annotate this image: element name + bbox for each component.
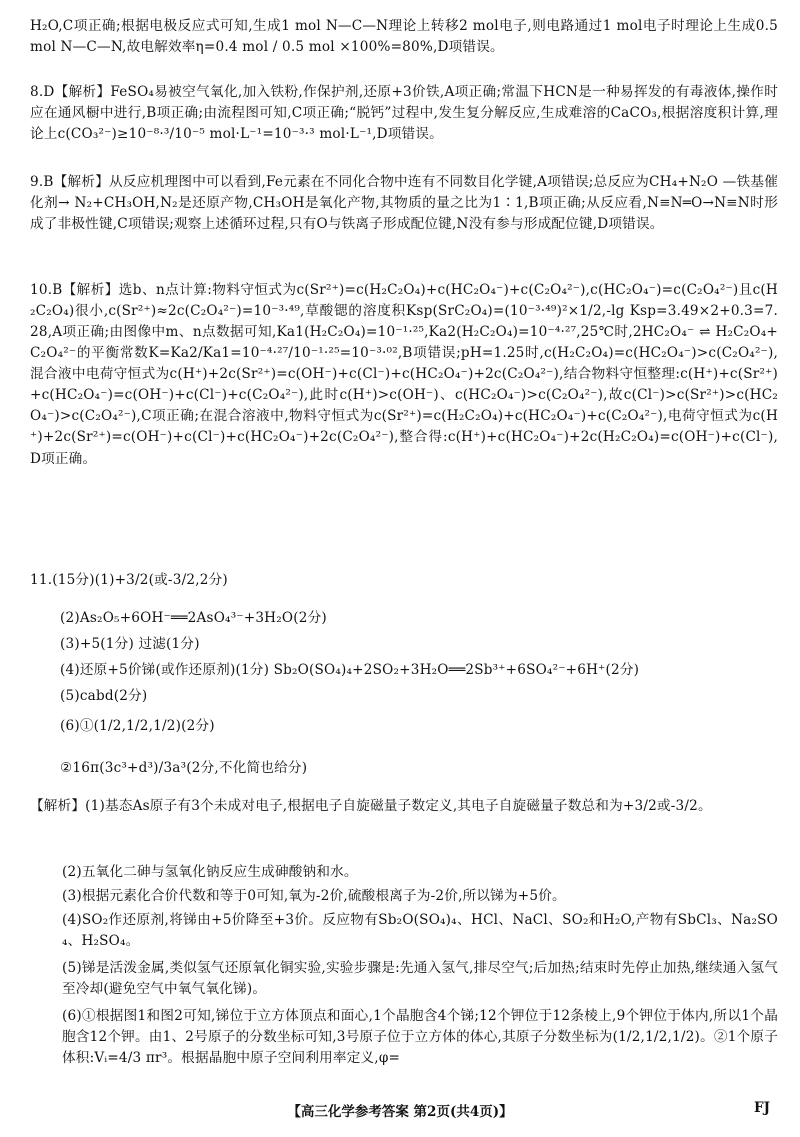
page-footer bbox=[0, 1100, 800, 1124]
analysis-11-part3: (3)根据元素化合价代数和等于0可知,氧为-2价,硫酸根离子为-2价,所以锑为+5价。 bbox=[62, 888, 566, 904]
footer-page-info: 【高三化学参考答案 第2页(共4页)】 bbox=[287, 1104, 513, 1120]
analysis-11-part6: (6)①根据图1和图2可知,锑位于立方体顶点和面心,1个晶胞含4个锑;12个钾位于12条棱上,9个钾位于体内,所以1个晶胞含12个钾。由1、2号原子的分数坐标可知,3号原子位于立方体的体心,其原子分数坐标为(1/2,1/2,1/2)。②1个原子体积:Vᵢ=4/3 πr³。根据晶胞中原子空间利用率定义,φ= bbox=[62, 1008, 778, 1067]
paragraph-q8: 8.D【解析】FeSO₄易被空气氧化,加入铁粉,作保护剂,还原+3价铁,A项正确;常温下HCN是一种易挥发的有毒液体,操作时应在通风橱中进行,B项正确;由流程图可知,C项正确;“脱钙”过程中,发生复分解反应,生成难溶的CaCO₃,根据溶度积计算,理论上c(CO₃²⁻)≥10⁻⁸·³/10⁻⁵ mol·L⁻¹=10⁻³·³ mol·L⁻¹,D项错误。 bbox=[30, 84, 778, 143]
answer-11-part5: (5)cabd(2分) bbox=[60, 688, 148, 704]
analysis-11-part4: (4)SO₂作还原剂,将锑由+5价降至+3价。反应物有Sb₂O(SO₄)₄、HCl、NaCl、SO₂和H₂O,产物有SbCl₃、Na₂SO₄、H₂SO₄。 bbox=[62, 912, 778, 950]
analysis-11-part2: (2)五氧化二砷与氢氧化钠反应生成砷酸钠和水。 bbox=[62, 864, 358, 880]
answer-11-header: 11.(15分)(1)+3/2(或-3/2,2分) bbox=[30, 572, 228, 588]
analysis-11-intro: 【解析】(1)基态As原子有3个未成对电子,根据电子自旋磁量子数定义,其电子自旋磁量子数总和为+3/2或-3/2。 bbox=[30, 798, 712, 814]
answer-11-part2: (2)As₂O₅+6OH⁻══2AsO₄³⁻+3H₂O(2分) bbox=[60, 610, 327, 626]
paragraph-q7-tail: H₂O,C项正确;根据电极反应式可知,生成1 mol N—C—N理论上转移2 mol电子,则电路通过1 mol电子时理论上生成0.5 mol N—C—N,故电解效率η=0.4 mol / 0.5 mol ×100%=80%,D项错误。 bbox=[30, 18, 778, 56]
paragraph-q10: 10.B【解析】选b、n点计算:物料守恒式为c(Sr²⁺)=c(H₂C₂O₄)+c(HC₂O₄⁻)+c(C₂O₄²⁻),c(HC₂O₄⁻)=c(C₂O₄²⁻)且c(H₂C₂O₄)很小,c(Sr²⁺)≈2c(C₂O₄²⁻)=10⁻³·⁴⁹,草酸锶的溶度积Ksp(SrC₂O₄)=(10⁻³·⁴⁹)²×1/2,-lg Ksp=3.49×2+0.3=7.28,A项正确;由图像中m、n点数据可知,Ka1(H₂C₂O₄)=10⁻¹·²⁵,Ka2(H₂C₂O₄)=10⁻⁴·²⁷,25℃时,2HC₂O₄⁻ ⇌ H₂C₂O₄+C₂O₄²⁻的平衡常数K=Ka2/Ka1=10⁻⁴·²⁷/10⁻¹·²⁵=10⁻³·⁰²,B项错误;pH=1.25时,c(H₂C₂O₄)=c(HC₂O₄⁻)>c(C₂O₄²⁻),混合液中电荷守恒式为c(H⁺)+2c(Sr²⁺)=c(OH⁻)+c(Cl⁻)+c(HC₂O₄⁻)+2c(C₂O₄²⁻),结合物料守恒整理:c(H⁺)+c(Sr²⁺)+c(HC₂O₄⁻)=c(OH⁻)+c(Cl⁻)+c(C₂O₄²⁻),此时c(H⁺)>c(OH⁻)、c(HC₂O₄⁻)>c(C₂O₄²⁻),故c(Cl⁻)>c(Sr²⁺)>c(HC₂O₄⁻)>c(C₂O₄²⁻),C项正确;在混合溶液中,物料守恒式为c(Sr²⁺)=c(H₂C₂O₄)+c(HC₂O₄⁻)+c(C₂O₄²⁻),电荷守恒式为c(H⁺)+2c(Sr²⁺)=c(OH⁻)+c(Cl⁻)+c(HC₂O₄⁻)+2c(C₂O₄²⁻),整合得:c(H⁺)+c(HC₂O₄⁻)+2c(H₂C₂O₄)=c(OH⁻)+c(Cl⁻),D项正确。 bbox=[30, 282, 778, 467]
answer-11-part4: (4)还原+5价锑(或作还原剂)(1分) Sb₂O(SO₄)₄+2SO₂+3H₂O══2Sb³⁺+6SO₄²⁻+6H⁺(2分) bbox=[60, 662, 640, 678]
answer-11-part3: (3)+5(1分) 过滤(1分) bbox=[60, 636, 200, 652]
footer-code: FJ bbox=[754, 1100, 770, 1116]
analysis-11-part5: (5)锑是活泼金属,类似氢气还原氧化铜实验,实验步骤是:先通入氢气,排尽空气;后加热;结束时先停止加热,继续通入氢气至冷却(避免空气中氧气氧化锑)。 bbox=[62, 960, 778, 998]
answer-11-part6-2: ②16π(3c³+d³)/3a³(2分,不化简也给分) bbox=[60, 760, 308, 776]
paragraph-q9: 9.B【解析】从反应机理图中可以看到,Fe元素在不同化合物中连有不同数目化学键,A项错误;总反应为CH₄+N₂O —铁基催化剂→ N₂+CH₃OH,N₂是还原产物,CH₃OH是氧化产物,其物质的量之比为1∶1,B项正确;从反应看,N≡N═O→N≡N时形成了非极性键,C项错误;观察上述循环过程,只有O与铁离子形成配位键,N没有参与形成配位键,D项错误。 bbox=[30, 174, 778, 233]
answer-11-part6-1: (6)①(1/2,1/2,1/2)(2分) bbox=[60, 718, 215, 734]
